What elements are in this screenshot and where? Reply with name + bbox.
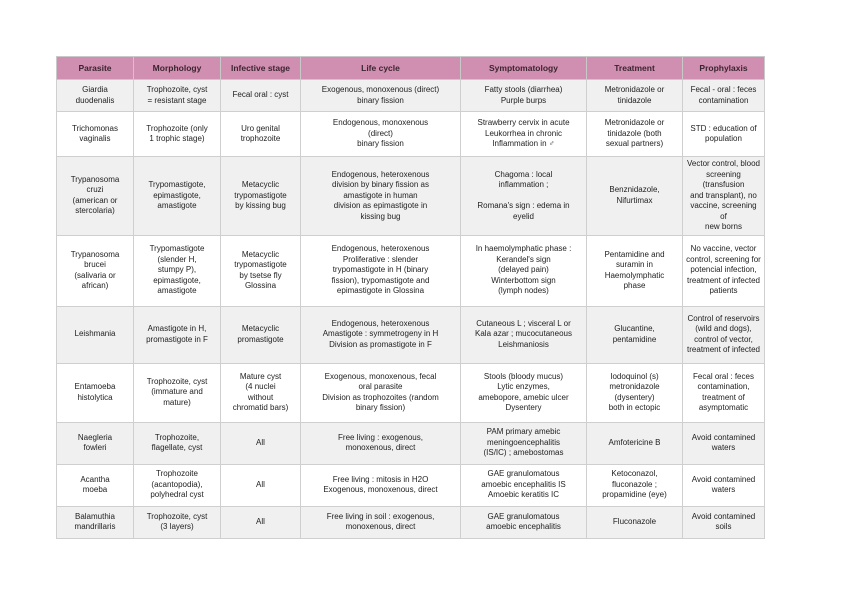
cell-morphology: Trophozoite, cyst (immature and mature) xyxy=(134,363,221,422)
cell-infective-stage: Metacyclic trypomastigote by kissing bug xyxy=(221,157,301,236)
cell-life-cycle: Free living : mitosis in H2O Exogenous, monoxenous, direct xyxy=(301,464,461,506)
cell-treatment: Pentamidine and suramin in Haemolymphatic phase xyxy=(587,235,683,306)
table-row xyxy=(57,112,765,157)
header-life-cycle: Life cycle xyxy=(301,57,461,80)
cell-treatment: Benznidazole, Nifurtimax xyxy=(587,157,683,236)
header-infective-stage: Infective stage xyxy=(221,57,301,80)
header-prophylaxis: Prophylaxis xyxy=(683,57,765,80)
header-morphology: Morphology xyxy=(134,57,221,80)
table-row xyxy=(57,80,765,112)
cell-treatment: Ketoconazol, fluconazole ; propamidine (eye) xyxy=(587,464,683,506)
cell-life-cycle: Free living in soil : exogenous, monoxenous, direct xyxy=(301,506,461,538)
cell-symptomatology: Stools (bloody mucus) Lytic enzymes, amebopore, amebic ulcer Dysentery xyxy=(461,363,587,422)
cell-prophylaxis: STD : education of population xyxy=(683,112,765,157)
cell-parasite: Balamuthia mandrillaris xyxy=(57,506,134,538)
cell-morphology: Amastigote in H, promastigote in F xyxy=(134,306,221,363)
cell-infective-stage: Metacyclic promastigote xyxy=(221,306,301,363)
table-body xyxy=(57,80,765,539)
cell-life-cycle: Exogenous, monoxenous (direct) binary fission xyxy=(301,80,461,112)
cell-life-cycle: Endogenous, monoxenous (direct) binary fission xyxy=(301,112,461,157)
cell-morphology: Trophozoite, cyst (3 layers) xyxy=(134,506,221,538)
cell-life-cycle: Endogenous, heteroxenous Amastigote : symmetrogeny in H Division as promastigote in F xyxy=(301,306,461,363)
cell-parasite: Leishmania xyxy=(57,306,134,363)
cell-parasite: Entamoeba histolytica xyxy=(57,363,134,422)
cell-life-cycle: Exogenous, monoxenous, fecal oral parasite Division as trophozoites (random binary fission) xyxy=(301,363,461,422)
cell-infective-stage: All xyxy=(221,506,301,538)
cell-treatment: Fluconazole xyxy=(587,506,683,538)
table-row xyxy=(57,235,765,306)
table-row xyxy=(57,506,765,538)
table-row xyxy=(57,306,765,363)
cell-prophylaxis: Control of reservoirs (wild and dogs), control of vector, treatment of infected xyxy=(683,306,765,363)
cell-morphology: Trophozoite, flagellate, cyst xyxy=(134,422,221,464)
cell-treatment: Metronidazole or tinidazole (both sexual partners) xyxy=(587,112,683,157)
cell-parasite: Trypanosoma cruzi (american or stercolaria) xyxy=(57,157,134,236)
cell-prophylaxis: Fecal - oral : feces contamination xyxy=(683,80,765,112)
cell-symptomatology: Cutaneous L ; visceral L or Kala azar ; mucocutaneous Leishmaniosis xyxy=(461,306,587,363)
cell-morphology: Trophozoite, cyst = resistant stage xyxy=(134,80,221,112)
header-parasite: Parasite xyxy=(57,57,134,80)
header-symptomatology: Symptomatology xyxy=(461,57,587,80)
table-row xyxy=(57,157,765,236)
cell-prophylaxis: Avoid contamined waters xyxy=(683,422,765,464)
cell-treatment: Glucantine, pentamidine xyxy=(587,306,683,363)
table-row xyxy=(57,422,765,464)
cell-morphology: Trophozoite (acantopodia), polyhedral cyst xyxy=(134,464,221,506)
cell-life-cycle: Free living : exogenous, monoxenous, direct xyxy=(301,422,461,464)
cell-morphology: Trypomastigote, epimastigote, amastigote xyxy=(134,157,221,236)
cell-prophylaxis: Fecal oral : feces contamination, treatment of asymptomatic xyxy=(683,363,765,422)
cell-treatment: Metronidazole or tinidazole xyxy=(587,80,683,112)
cell-symptomatology: PAM primary amebic meningoencephalitis (IS/IC) ; amebostomas xyxy=(461,422,587,464)
cell-parasite: Giardia duodenalis xyxy=(57,80,134,112)
cell-prophylaxis: Vector control, blood screening (transfusion and transplant), no vaccine, screening of new borns xyxy=(683,157,765,236)
cell-symptomatology: GAE granulomatous amoebic encephalitis xyxy=(461,506,587,538)
cell-symptomatology: In haemolymphatic phase : Kerandel's sign (delayed pain) Winterbottom sign (lymph nodes) xyxy=(461,235,587,306)
table-header-row xyxy=(57,57,765,80)
cell-parasite: Trichomonas vaginalis xyxy=(57,112,134,157)
cell-symptomatology: GAE granulomatous amoebic encephalitis IS Amoebic keratitis IC xyxy=(461,464,587,506)
cell-life-cycle: Endogenous, heteroxenous division by binary fission as amastigote in human division as epimastigote in kissing bug xyxy=(301,157,461,236)
cell-infective-stage: All xyxy=(221,422,301,464)
parasite-table xyxy=(56,56,765,539)
cell-parasite: Naegleria fowleri xyxy=(57,422,134,464)
cell-symptomatology: Chagoma : local inflammation ; Romana's sign : edema in eyelid xyxy=(461,157,587,236)
header-treatment: Treatment xyxy=(587,57,683,80)
cell-prophylaxis: Avoid contamined soils xyxy=(683,506,765,538)
cell-infective-stage: Fecal oral : cyst xyxy=(221,80,301,112)
cell-morphology: Trypomastigote (slender H, stumpy P), epimastigote, amastigote xyxy=(134,235,221,306)
cell-treatment: Amfotericine B xyxy=(587,422,683,464)
cell-infective-stage: All xyxy=(221,464,301,506)
cell-treatment: Iodoquinol (s) metronidazole (dysentery) both in ectopic xyxy=(587,363,683,422)
cell-infective-stage: Metacyclic trypomastigote by tsetse fly Glossina xyxy=(221,235,301,306)
cell-symptomatology: Strawberry cervix in acute Leukorrhea in chronic Inflammation in ♂ xyxy=(461,112,587,157)
table-row xyxy=(57,464,765,506)
cell-infective-stage: Uro genital trophozoite xyxy=(221,112,301,157)
cell-symptomatology: Fatty stools (diarrhea) Purple burps xyxy=(461,80,587,112)
cell-parasite: Trypanosoma brucei (salivaria or african) xyxy=(57,235,134,306)
cell-life-cycle: Endogenous, heteroxenous Proliferative : slender trypomastigote in H (binary fission), trypomastigote and epimastigote in Glossina xyxy=(301,235,461,306)
cell-prophylaxis: Avoid contamined waters xyxy=(683,464,765,506)
cell-infective-stage: Mature cyst (4 nuclei without chromatid bars) xyxy=(221,363,301,422)
cell-parasite: Acantha moeba xyxy=(57,464,134,506)
cell-prophylaxis: No vaccine, vector control, screening for potencial infection, treatment of infected patients xyxy=(683,235,765,306)
cell-morphology: Trophozoite (only 1 trophic stage) xyxy=(134,112,221,157)
table-row xyxy=(57,363,765,422)
